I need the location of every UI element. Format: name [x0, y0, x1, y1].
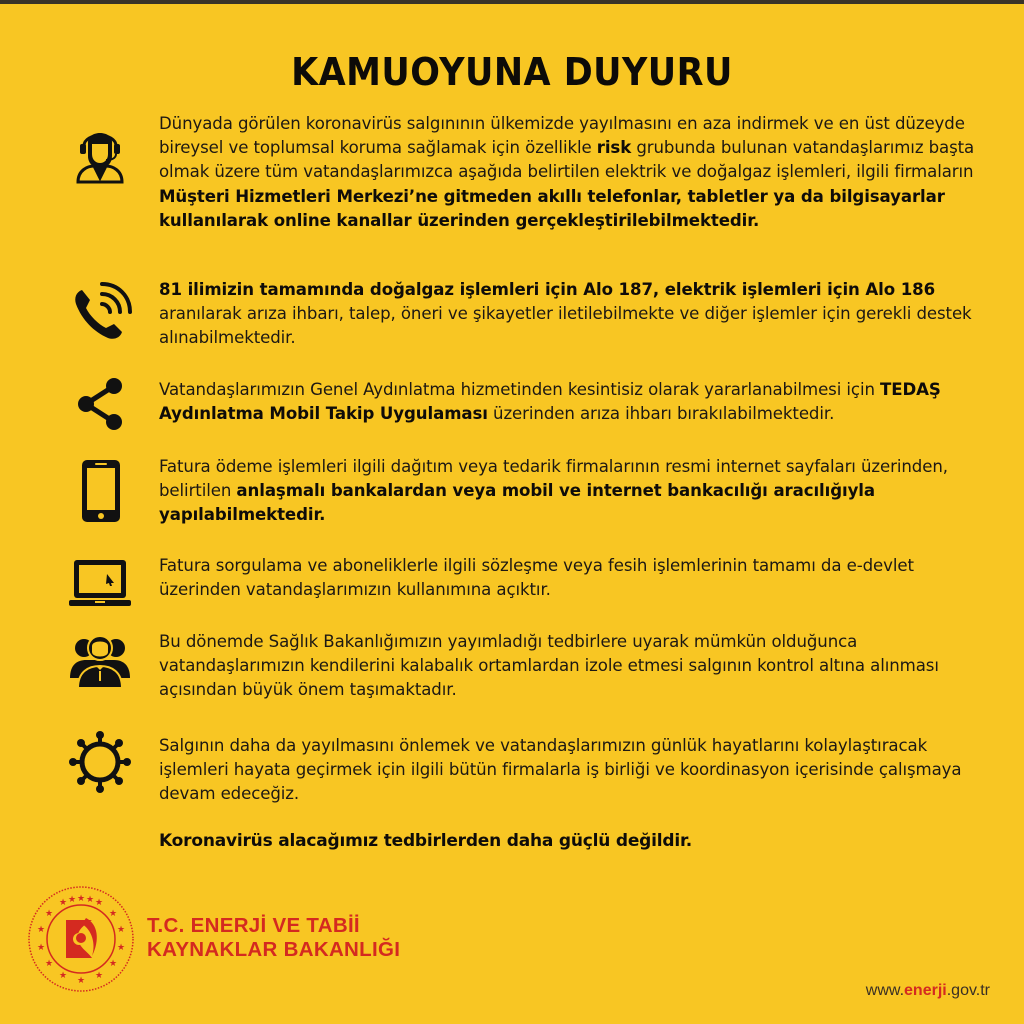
people-group-icon	[68, 628, 132, 692]
item-text: Dünyada görülen koronavirüs salgınının ülkemizde yayılmasını en aza indirmek ve en üst düzeyde bireysel ve toplumsal koruma sağlamak için özellikle risk grubunda bulunan vatandaşlarımız başta olmak üzere tüm vatandaşlarımızca aşağıda belirtilen elektrik ve doğalgaz işlemleri, ilgili firmaların Müşteri Hizmetleri Merkezi’ne gitmeden akıllı telefonlar, tabletler ya da bilgisayarlar kullanılarak online kanallar üzerinden gerçekleştirilebilmektedir.	[159, 114, 975, 230]
call-center-agent-icon	[68, 120, 132, 184]
laptop-icon	[68, 552, 132, 616]
top-border	[0, 0, 1024, 4]
svg-text:★: ★	[94, 971, 104, 981]
item-text: Bu dönemde Sağlık Bakanlığımızın yayımladığı tedbirlere uyarak mümkün olduğunca vatandaşlarımızın kendilerini kalabalık ortamlardan izole etmesi salgının kontrol altına alınması açısından büyük önem taşımaktadır.	[159, 632, 939, 700]
item-text: Fatura ödeme işlemleri ilgili dağıtım veya tedarik firmalarının resmi internet sayfaları üzerinden, belirtilen anlaşmalı bankalardan veya mobil ve internet bankacılığı aracılığıyla yapılabilmektedir.	[159, 457, 948, 525]
svg-text:★: ★	[44, 909, 54, 919]
ministry-logo	[26, 884, 136, 994]
svg-text:★: ★	[76, 894, 86, 904]
item-text: 81 ilimizin tamamında doğalgaz işlemleri için Alo 187, elektrik işlemleri için Alo 186 aranılarak arıza ihbarı, talep, öneri ve şikayetler iletilebilmekte ve diğer işlemler için gerekli destek alınabilmektedir.	[159, 280, 972, 348]
ministry-name	[147, 914, 400, 962]
share-icon	[68, 372, 132, 436]
item-text: Vatandaşlarımızın Genel Aydınlatma hizmetinden kesintisiz olarak yararlanabilmesi için TEDAŞ Aydınlatma Mobil Takip Uygulaması üzerinden arıza ihbarı bırakılabilmektedir.	[159, 380, 941, 424]
svg-text:★: ★	[94, 898, 104, 908]
svg-text:★: ★	[36, 925, 46, 935]
item-text: Fatura sorgulama ve aboneliklerle ilgili sözleşme veya fesih işlemlerinin tamamı da e-devlet üzerinden vatandaşlarımızın kullanımına açıktır.	[159, 556, 914, 600]
ministry-name-line2: KAYNAKLAR BAKANLIĞI	[147, 938, 401, 961]
page-title: KAMUOYUNA DUYURU	[291, 50, 733, 94]
svg-text:★: ★	[58, 971, 68, 981]
item-text: Salgının daha da yayılmasını önlemek ve vatandaşlarımızın günlük hayatlarını kolaylaştıracak işlemleri hayata geçirmek için ilgili bütün firmalarla iş birliği ve koordinasyon içerisinde çalışmaya devam edeceğiz.	[159, 736, 962, 804]
svg-text:★: ★	[116, 925, 126, 935]
website-link[interactable]: www.enerji.gov.tr	[865, 982, 990, 999]
svg-text:★: ★	[108, 959, 118, 969]
svg-text:★: ★	[108, 909, 118, 919]
svg-text:★: ★	[76, 976, 86, 986]
ministry-name-line1: T.C. ENERJİ VE TABİİ	[147, 914, 360, 937]
svg-text:★: ★	[58, 898, 68, 908]
smartphone-icon	[68, 459, 132, 523]
svg-text:★: ★	[36, 943, 46, 953]
closing-statement: Koronavirüs alacağımız tedbirlerden daha güçlü değildir.	[159, 831, 693, 851]
svg-text:★: ★	[44, 959, 54, 969]
svg-text:★: ★	[116, 943, 126, 953]
phone-ringing-icon	[68, 280, 132, 344]
svg-text:★: ★	[67, 895, 77, 905]
virus-icon	[68, 730, 132, 794]
svg-text:★: ★	[85, 895, 95, 905]
